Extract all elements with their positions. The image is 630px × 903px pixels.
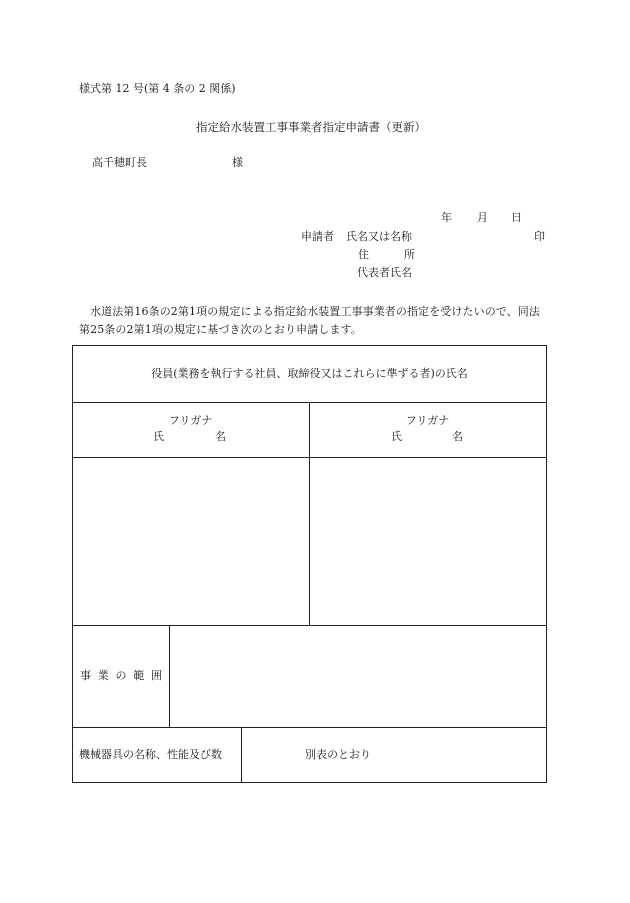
left-furigana-label: フリガナ bbox=[168, 414, 213, 427]
business-scope-char: 囲 bbox=[151, 669, 162, 682]
right-given-name-label: 名 bbox=[452, 430, 463, 443]
business-scope-label bbox=[80, 669, 162, 683]
business-scope-char: 事 bbox=[80, 669, 91, 682]
business-scope-char: 業 bbox=[97, 669, 109, 682]
applicant-name-label: 氏名又は名称 bbox=[346, 230, 412, 243]
left-surname-label: 氏 bbox=[153, 430, 164, 443]
left-given-name-label: 名 bbox=[215, 430, 226, 443]
business-scope-char: 範 bbox=[133, 669, 145, 682]
right-furigana-label: フリガナ bbox=[405, 414, 450, 427]
officer-names-right-area[interactable] bbox=[310, 458, 546, 624]
equipment-label: 機械器具の名称、性能及び数 bbox=[79, 748, 222, 761]
equipment-value: 別表のとおり bbox=[305, 748, 371, 761]
date-day: 日 bbox=[511, 211, 522, 224]
form-number: 様式第 12 号(第 4 条の 2 関係) bbox=[79, 82, 236, 95]
addressee-name: 高千穂町長 bbox=[92, 156, 147, 169]
seal-mark: 印 bbox=[534, 230, 545, 243]
business-scope-field[interactable] bbox=[170, 626, 546, 726]
address-label-char2: 所 bbox=[404, 248, 415, 261]
address-label-char1: 住 bbox=[358, 248, 369, 261]
document-title: 指定給水装置工事事業者指定申請書（更新） bbox=[196, 120, 426, 134]
right-surname-label: 氏 bbox=[391, 430, 402, 443]
addressee-honorific: 様 bbox=[232, 156, 243, 169]
business-scope-char: の bbox=[115, 669, 127, 682]
officers-header: 役員(業務を執行する社員、取締役又はこれらに準ずる者)の氏名 bbox=[151, 367, 468, 380]
date-month: 月 bbox=[477, 211, 488, 224]
date-year: 年 bbox=[441, 211, 452, 224]
applicant-label: 申請者 bbox=[301, 230, 334, 243]
representative-label: 代表者氏名 bbox=[357, 266, 412, 279]
officer-names-left-area[interactable] bbox=[73, 458, 309, 624]
application-statement: 水道法第16条の2第1項の規定による指定給水装置工事事業者の指定を受けたいので、同法第25条の2第1項の規定に基づき次のとおり申請します。 bbox=[79, 305, 540, 336]
